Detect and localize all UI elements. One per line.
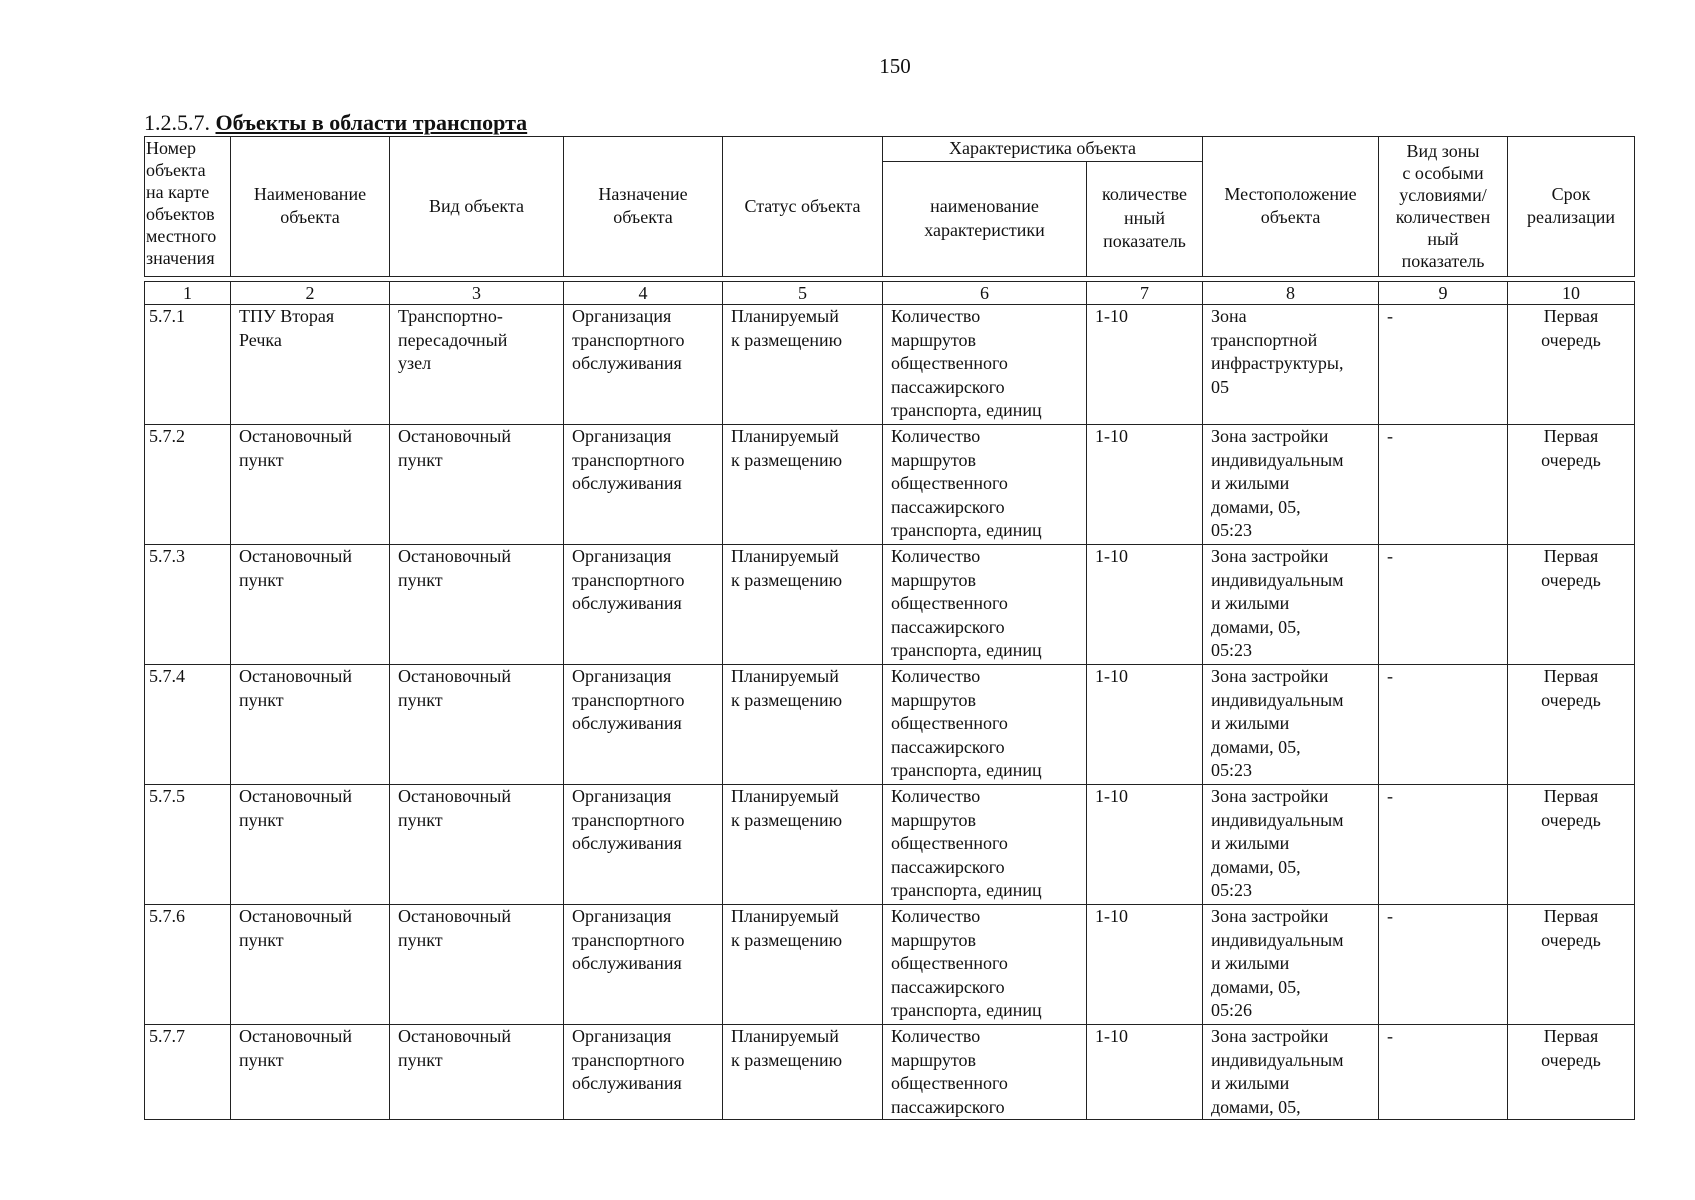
column-number: 3 — [390, 282, 564, 305]
text-line: транспортного — [572, 689, 685, 710]
text-line: Первая — [1543, 666, 1599, 686]
location-cell — [1203, 1025, 1379, 1120]
text-line: Зона застройки — [1211, 426, 1329, 446]
object-status-cell — [723, 905, 883, 1025]
table-row — [145, 1025, 1635, 1120]
text-line: Планируемый — [731, 306, 839, 326]
text-line: 05:23 — [1211, 640, 1253, 660]
column-number: 5 — [723, 282, 883, 305]
text-line: транспортного — [572, 929, 685, 950]
characteristic-name-cell — [883, 305, 1087, 425]
section-number: 1.2.5.7. — [144, 110, 210, 135]
section-title — [144, 110, 527, 136]
text-line: 1-10 — [1095, 786, 1128, 806]
text-line: пункт — [398, 449, 443, 470]
text-line: объекта — [613, 207, 673, 228]
text-line: домами, 05, — [1211, 976, 1301, 997]
object-purpose-cell — [564, 305, 723, 425]
column-number: 8 — [1203, 282, 1379, 305]
column-number: 9 — [1379, 282, 1508, 305]
text-line: нный — [1124, 207, 1165, 228]
text-line: пассажирского — [891, 856, 1005, 877]
column-numbers-row — [145, 282, 1635, 305]
text-line: Первая — [1543, 306, 1599, 326]
column-number: 1 — [145, 282, 231, 305]
object-status-cell — [723, 425, 883, 545]
text-line: Планируемый — [731, 546, 839, 566]
text-line: - — [1387, 666, 1393, 686]
text-line: обслуживания — [572, 953, 682, 973]
object-kind-cell — [390, 665, 564, 785]
header-col-3 — [390, 137, 564, 277]
text-line: Планируемый — [731, 786, 839, 806]
text-line: Первая — [1543, 1026, 1599, 1046]
text-line: 05:26 — [1211, 1000, 1253, 1020]
table-row — [145, 425, 1635, 545]
text-line: маршрутов — [891, 689, 977, 710]
text-line: Остановочный — [239, 906, 353, 926]
text-line: Организация — [572, 906, 672, 926]
zone-cell — [1379, 305, 1508, 425]
text-line: инфраструктуры, — [1211, 353, 1344, 373]
location-cell — [1203, 305, 1379, 425]
text-line: Остановочный — [398, 1026, 512, 1046]
text-line: и жилыми — [1211, 953, 1290, 973]
text-line: очередь — [1541, 809, 1601, 830]
object-name-cell — [231, 1025, 390, 1120]
table-row — [145, 905, 1635, 1025]
text-line: к размещению — [731, 809, 843, 830]
object-number-cell: 5.7.2 — [145, 425, 231, 545]
term-cell — [1508, 545, 1635, 665]
header-col-6 — [883, 161, 1087, 276]
text-line: очередь — [1541, 569, 1601, 590]
text-line: Статус объекта — [744, 195, 861, 216]
text-line: показатель — [1103, 231, 1186, 252]
text-line: Планируемый — [731, 906, 839, 926]
text-line: домами, 05, — [1211, 1096, 1301, 1117]
text-line: транспортной — [1211, 329, 1318, 350]
text-line: домами, 05, — [1211, 856, 1301, 877]
location-cell — [1203, 905, 1379, 1025]
object-purpose-cell — [564, 785, 723, 905]
text-line: домами, 05, — [1211, 616, 1301, 637]
header-col-9 — [1379, 137, 1508, 277]
text-line: домами, 05, — [1211, 496, 1301, 517]
text-line: - — [1387, 546, 1393, 566]
object-number-cell: 5.7.1 — [145, 305, 231, 425]
text-line: пункт — [398, 689, 443, 710]
term-cell — [1508, 305, 1635, 425]
text-line: пункт — [398, 1049, 443, 1070]
text-line: объекта — [280, 207, 340, 228]
text-line: обслуживания — [572, 713, 682, 733]
object-number-cell: 5.7.4 — [145, 665, 231, 785]
text-line: транспортного — [572, 329, 685, 350]
column-number: 6 — [883, 282, 1087, 305]
text-line: транспорта, единиц — [891, 400, 1042, 420]
text-line: 05:23 — [1211, 520, 1253, 540]
text-line: объекта — [146, 160, 206, 180]
text-line: пассажирского — [891, 976, 1005, 997]
text-line: Зона — [1211, 306, 1247, 326]
text-line: индивидуальным — [1211, 689, 1344, 710]
object-purpose-cell — [564, 665, 723, 785]
text-line: Первая — [1543, 906, 1599, 926]
text-line: очередь — [1541, 449, 1601, 470]
data-table — [144, 281, 1635, 1120]
table-row — [145, 665, 1635, 785]
zone-cell — [1379, 1025, 1508, 1120]
text-line: реализации — [1527, 207, 1615, 228]
text-line: местного — [146, 226, 217, 246]
section-name: Объекты в области транспорта — [215, 110, 528, 135]
header-col-1 — [145, 137, 231, 277]
text-line: обслуживания — [572, 1073, 682, 1093]
text-line: и жилыми — [1211, 713, 1290, 733]
characteristic-value-cell — [1087, 305, 1203, 425]
text-line: пункт — [239, 929, 284, 950]
text-line: маршрутов — [891, 1049, 977, 1070]
text-line: Организация — [572, 1026, 672, 1046]
object-name-cell — [231, 905, 390, 1025]
header-col-7 — [1087, 161, 1203, 276]
text-line: пункт — [239, 449, 284, 470]
text-line: обслуживания — [572, 593, 682, 613]
text-line: Организация — [572, 786, 672, 806]
text-line: и жилыми — [1211, 1073, 1290, 1093]
text-line: к размещению — [731, 329, 843, 350]
text-line: объектов — [146, 204, 215, 224]
text-line: Остановочный — [239, 786, 353, 806]
text-line: транспорта, единиц — [891, 520, 1042, 540]
text-line: Организация — [572, 546, 672, 566]
column-number: 7 — [1087, 282, 1203, 305]
text-line: пункт — [398, 809, 443, 830]
object-kind-cell — [390, 305, 564, 425]
text-line: пункт — [239, 809, 284, 830]
text-line: и жилыми — [1211, 473, 1290, 493]
zone-cell — [1379, 785, 1508, 905]
text-line: очередь — [1541, 929, 1601, 950]
text-line: ТПУ Вторая — [239, 306, 335, 326]
text-line: Наименование — [253, 183, 367, 204]
text-line: Первая — [1543, 546, 1599, 566]
characteristic-name-cell — [883, 425, 1087, 545]
text-line: Количество — [891, 906, 981, 926]
location-cell — [1203, 425, 1379, 545]
text-line: Срок — [1551, 183, 1591, 204]
zone-cell — [1379, 905, 1508, 1025]
text-line: обслуживания — [572, 473, 682, 493]
text-line: Планируемый — [731, 666, 839, 686]
text-line: и жилыми — [1211, 833, 1290, 853]
text-line: транспортного — [572, 1049, 685, 1070]
term-cell — [1508, 425, 1635, 545]
object-status-cell — [723, 785, 883, 905]
text-line: транспорта, единиц — [891, 1000, 1042, 1020]
text-line: - — [1387, 306, 1393, 326]
text-line: 1-10 — [1095, 306, 1128, 326]
text-line: пассажирского — [891, 376, 1005, 397]
text-line: с особыми — [1402, 163, 1484, 184]
text-line: Организация — [572, 426, 672, 446]
text-line: Остановочный — [398, 426, 512, 446]
table-header — [144, 136, 1635, 277]
text-line: пассажирского — [891, 496, 1005, 517]
text-line: пассажирского — [891, 1096, 1005, 1117]
text-line: общественного — [891, 953, 1008, 973]
text-line: общественного — [891, 353, 1008, 373]
text-line: Зона застройки — [1211, 1026, 1329, 1046]
text-line: Организация — [572, 306, 672, 326]
object-purpose-cell — [564, 545, 723, 665]
text-line: характеристики — [924, 219, 1045, 240]
characteristic-name-cell — [883, 905, 1087, 1025]
object-status-cell — [723, 305, 883, 425]
text-line: обслуживания — [572, 833, 682, 853]
characteristic-name-cell — [883, 785, 1087, 905]
text-line: количествен — [1395, 207, 1491, 228]
text-line: показатель — [1401, 251, 1485, 272]
text-line: объекта — [1260, 207, 1321, 228]
text-line: - — [1387, 1026, 1393, 1046]
page-number: 150 — [879, 54, 911, 78]
zone-cell — [1379, 545, 1508, 665]
text-line: Первая — [1543, 426, 1599, 446]
text-line: Остановочный — [239, 1026, 353, 1046]
text-line: Остановочный — [239, 666, 353, 686]
text-line: обслуживания — [572, 353, 682, 373]
header-col-4 — [564, 137, 723, 277]
text-line: ный — [1427, 229, 1459, 250]
text-line: - — [1387, 906, 1393, 926]
text-line: пункт — [398, 929, 443, 950]
text-line: Зона застройки — [1211, 786, 1329, 806]
text-line: к размещению — [731, 449, 843, 470]
text-line: индивидуальным — [1211, 929, 1344, 950]
object-name-cell — [231, 425, 390, 545]
text-line: Остановочный — [398, 906, 512, 926]
text-line: общественного — [891, 593, 1008, 613]
characteristic-value-cell — [1087, 545, 1203, 665]
header-col-8 — [1203, 137, 1379, 277]
text-line: Остановочный — [398, 546, 512, 566]
characteristic-value-cell — [1087, 905, 1203, 1025]
header-col-2 — [231, 137, 390, 277]
text-line: узел — [398, 353, 432, 373]
characteristic-name-cell — [883, 665, 1087, 785]
table-row — [145, 785, 1635, 905]
location-cell — [1203, 665, 1379, 785]
text-line: 05 — [1211, 376, 1229, 397]
header-col-5 — [723, 137, 883, 277]
object-status-cell — [723, 1025, 883, 1120]
text-line: маршрутов — [891, 329, 977, 350]
location-cell — [1203, 785, 1379, 905]
text-line: Назначение — [598, 183, 688, 204]
text-line: 05:23 — [1211, 880, 1253, 900]
text-line: общественного — [891, 473, 1008, 493]
text-line: Остановочный — [398, 786, 512, 806]
column-number: 10 — [1508, 282, 1635, 305]
object-name-cell — [231, 665, 390, 785]
text-line: значения — [146, 248, 215, 268]
object-name-cell — [231, 305, 390, 425]
text-line: условиями/ — [1399, 185, 1487, 206]
text-line: и жилыми — [1211, 593, 1290, 613]
text-line: индивидуальным — [1211, 1049, 1344, 1070]
object-kind-cell — [390, 425, 564, 545]
text-line: маршрутов — [891, 929, 977, 950]
characteristic-name-cell — [883, 545, 1087, 665]
object-number-cell: 5.7.6 — [145, 905, 231, 1025]
text-line: маршрутов — [891, 569, 977, 590]
term-cell — [1508, 665, 1635, 785]
object-purpose-cell — [564, 905, 723, 1025]
text-line: общественного — [891, 713, 1008, 733]
text-line: Номер — [146, 138, 197, 158]
text-line: Планируемый — [731, 426, 839, 446]
text-line: наименование — [930, 196, 1039, 216]
object-kind-cell — [390, 905, 564, 1025]
text-line: Местоположение — [1224, 183, 1357, 204]
text-line: маршрутов — [891, 809, 977, 830]
object-number-cell: 5.7.7 — [145, 1025, 231, 1120]
column-number: 4 — [564, 282, 723, 305]
object-number-cell: 5.7.3 — [145, 545, 231, 665]
text-line: Количество — [891, 546, 981, 566]
object-status-cell — [723, 545, 883, 665]
text-line: транспорта, единиц — [891, 640, 1042, 660]
text-line: Зона застройки — [1211, 546, 1329, 566]
text-line: Количество — [891, 306, 981, 326]
text-line: 1-10 — [1095, 426, 1128, 446]
text-line: Количество — [891, 426, 981, 446]
text-line: 1-10 — [1095, 906, 1128, 926]
location-cell — [1203, 545, 1379, 665]
text-line: очередь — [1541, 1049, 1601, 1070]
text-line: транспорта, единиц — [891, 760, 1042, 780]
table-row — [145, 545, 1635, 665]
object-number-cell: 5.7.5 — [145, 785, 231, 905]
term-cell — [1508, 785, 1635, 905]
text-line: очередь — [1541, 689, 1601, 710]
text-line: индивидуальным — [1211, 569, 1344, 590]
text-line: 1-10 — [1095, 546, 1128, 566]
header-col-10 — [1508, 137, 1635, 277]
text-line: транспортного — [572, 809, 685, 830]
text-line: Количество — [891, 1026, 981, 1046]
text-line: транспортного — [572, 449, 685, 470]
text-line: маршрутов — [891, 449, 977, 470]
zone-cell — [1379, 425, 1508, 545]
text-line: Зона застройки — [1211, 906, 1329, 926]
text-line: пункт — [239, 569, 284, 590]
text-line: Остановочный — [239, 426, 353, 446]
object-name-cell — [231, 545, 390, 665]
text-line: пассажирского — [891, 616, 1005, 637]
text-line: Остановочный — [239, 546, 353, 566]
text-line: общественного — [891, 833, 1008, 853]
object-purpose-cell — [564, 1025, 723, 1120]
table-row — [145, 305, 1635, 425]
text-line: индивидуальным — [1211, 809, 1344, 830]
term-cell — [1508, 1025, 1635, 1120]
text-line: транспортного — [572, 569, 685, 590]
text-line: Первая — [1543, 786, 1599, 806]
zone-cell — [1379, 665, 1508, 785]
text-line: 05:23 — [1211, 760, 1253, 780]
text-line: к размещению — [731, 1049, 843, 1070]
text-line: Транспортно- — [398, 306, 503, 326]
characteristic-value-cell — [1087, 665, 1203, 785]
column-number: 2 — [231, 282, 390, 305]
text-line: пункт — [239, 1049, 284, 1070]
characteristic-value-cell — [1087, 1025, 1203, 1120]
text-line: - — [1387, 786, 1393, 806]
text-line: к размещению — [731, 929, 843, 950]
text-line: пассажирского — [891, 736, 1005, 757]
text-line: - — [1387, 426, 1393, 446]
text-line: Планируемый — [731, 1026, 839, 1046]
text-line: общественного — [891, 1073, 1008, 1093]
text-line: очередь — [1541, 329, 1601, 350]
characteristic-value-cell — [1087, 785, 1203, 905]
text-line: Количество — [891, 786, 981, 806]
text-line: домами, 05, — [1211, 736, 1301, 757]
text-line: Количество — [891, 666, 981, 686]
text-line: Зона застройки — [1211, 666, 1329, 686]
text-line: Организация — [572, 666, 672, 686]
text-line: 1-10 — [1095, 666, 1128, 686]
text-line: количестве — [1102, 184, 1187, 205]
object-purpose-cell — [564, 425, 723, 545]
object-kind-cell — [390, 545, 564, 665]
text-line: к размещению — [731, 689, 843, 710]
text-line: к размещению — [731, 569, 843, 590]
header-group-characteristics: Характеристика объекта — [883, 137, 1203, 162]
text-line: Остановочный — [398, 666, 512, 686]
text-line: пункт — [239, 689, 284, 710]
text-line: Вид объекта — [429, 195, 524, 216]
text-line: транспорта, единиц — [891, 880, 1042, 900]
object-kind-cell — [390, 785, 564, 905]
text-line: пересадочный — [398, 329, 508, 350]
characteristic-value-cell — [1087, 425, 1203, 545]
object-status-cell — [723, 665, 883, 785]
text-line: Вид зоны — [1406, 141, 1480, 162]
text-line: на карте — [146, 182, 210, 202]
object-name-cell — [231, 785, 390, 905]
object-kind-cell — [390, 1025, 564, 1120]
term-cell — [1508, 905, 1635, 1025]
text-line: пункт — [398, 569, 443, 590]
text-line: 1-10 — [1095, 1026, 1128, 1046]
characteristic-name-cell — [883, 1025, 1087, 1120]
text-line: Речка — [239, 329, 282, 350]
text-line: индивидуальным — [1211, 449, 1344, 470]
